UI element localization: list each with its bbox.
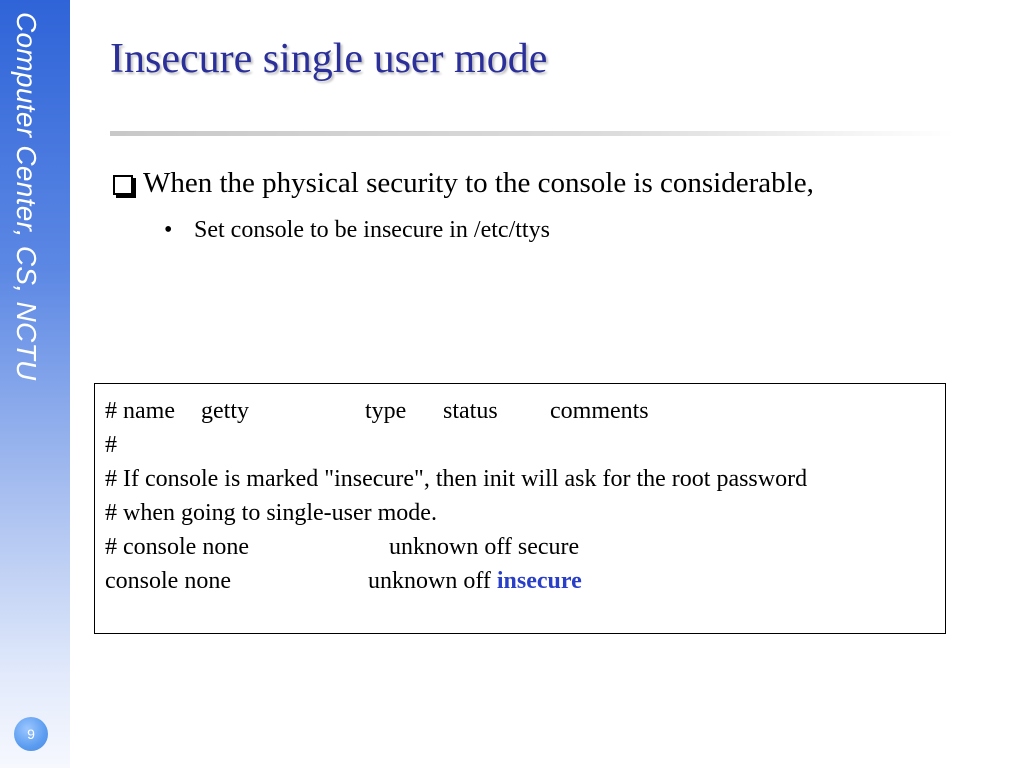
code-line: # If console is marked "insecure", then init will ask for the root password xyxy=(105,466,808,492)
code-console-line xyxy=(105,564,945,598)
sidebar-title: Computer Center, CS, NCTU xyxy=(11,12,42,381)
code-col-getty: getty xyxy=(201,398,249,424)
code-col-status: status xyxy=(443,398,498,424)
code-rest: unknown off xyxy=(368,568,497,594)
code-prefix: console none xyxy=(105,568,231,594)
slide-title: Insecure single user mode xyxy=(110,36,548,82)
sub-bullet-text: Set console to be insecure in /etc/ttys xyxy=(194,217,550,243)
code-rest: unknown off secure xyxy=(389,534,580,560)
code-col-name: # name xyxy=(105,398,175,424)
bullet-dot-icon: • xyxy=(164,217,173,243)
main-bullet-text: When the physical security to the console is considerable, xyxy=(143,167,814,199)
title-divider xyxy=(110,131,955,136)
sub-bullet xyxy=(164,216,550,245)
ttys-code-block xyxy=(94,383,946,634)
sidebar xyxy=(0,0,70,768)
code-prefix: # console none xyxy=(105,534,249,560)
code-line: # xyxy=(105,432,117,458)
insecure-keyword: insecure xyxy=(496,568,582,594)
main-bullet xyxy=(113,166,814,201)
code-col-type: type xyxy=(365,398,407,424)
code-line: # when going to single-user mode. xyxy=(105,500,437,526)
page-number-badge: 9 xyxy=(14,717,48,751)
code-col-comments: comments xyxy=(550,398,649,424)
checkbox-bullet-icon xyxy=(113,175,133,195)
code-commented-console-line xyxy=(105,530,945,564)
code-header-line xyxy=(105,394,945,428)
